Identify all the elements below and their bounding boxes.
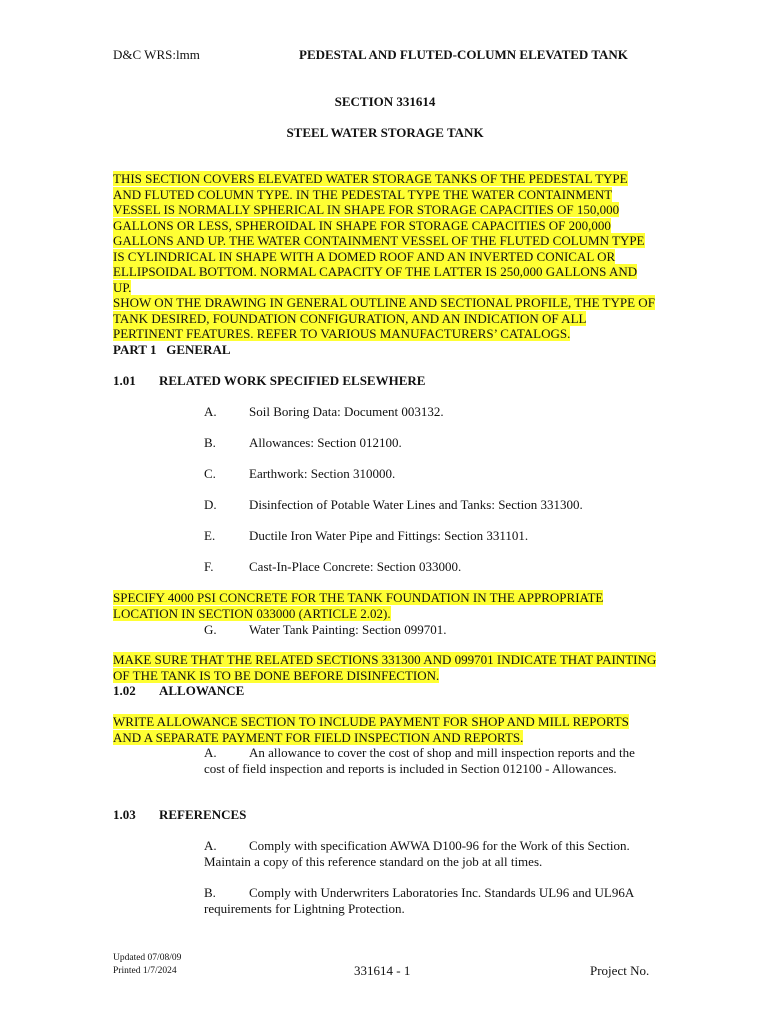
item-text: Comply with Underwriters Laboratories Inc. Standards UL96 and UL96A requirements for Lightning Protection. (204, 885, 634, 916)
item-text: Comply with specification AWWA D100-96 for the Work of this Section. Maintain a copy of this reference standard on the job at all times. (204, 838, 630, 869)
project-number: Project No. (590, 963, 650, 978)
editor-note-allowance (113, 714, 658, 745)
article-number-1-02: 1.02 (113, 683, 136, 698)
part-title: GENERAL (166, 342, 231, 357)
list-item (204, 622, 446, 637)
item-text: Soil Boring Data: Document 003132. (249, 404, 444, 419)
item-label: A. (204, 745, 217, 760)
list-item (204, 559, 461, 574)
paragraph-1-03-b (204, 885, 634, 916)
editor-note-concrete-text: SPECIFY 4000 PSI CONCRETE FOR THE TANK FOUNDATION IN THE APPROPRIATE LOCATION IN SECTION 033000 (ARTICLE 2.02). (113, 590, 604, 621)
item-text: Water Tank Painting: Section 099701. (249, 622, 447, 637)
list-item (204, 528, 528, 543)
header-left: D&C WRS:lmm (113, 47, 200, 62)
item-label: F. (204, 559, 214, 574)
item-label: G. (204, 622, 217, 637)
editor-note-intro-1: THIS SECTION COVERS ELEVATED WATER STORAGE TANKS OF THE PEDESTAL TYPE AND FLUTED COLUMN TYPE. IN THE PEDESTAL TYPE THE WATER CONTAINMENT VESSEL IS NORMALLY SPHERICAL IN SHAPE FOR STORAGE CAPACITIES OF 150,000 GALLONS OR LESS, SPHEROIDAL IN SHAPE FOR STORAGE CAPACITIES OF 200,000 GALLONS AND UP. THE WATER CONTAINMENT VESSEL OF THE FLUTED COLUMN TYPE IS CYLINDRICAL IN SHAPE WITH A DOMED ROOF AND AN INVERTED CONICAL OR ELLIPSOIDAL BOTTOM. NORMAL CAPACITY OF THE LATTER IS 250,000 GALLONS AND UP. (113, 171, 645, 295)
editor-note-painting-text: MAKE SURE THAT THE RELATED SECTIONS 331300 AND 099701 INDICATE THAT PAINTING OF THE TANK IS TO BE DONE BEFORE DISINFECTION. (113, 652, 657, 683)
article-number-1-03: 1.03 (113, 807, 136, 822)
header-title: PEDESTAL AND FLUTED-COLUMN ELEVATED TANK (299, 47, 628, 62)
editor-note-allowance-text: WRITE ALLOWANCE SECTION TO INCLUDE PAYMENT FOR SHOP AND MILL REPORTS AND A SEPARATE PAYMENT FOR FIELD INSPECTION AND REPORTS. (113, 714, 629, 745)
item-label: D. (204, 497, 217, 512)
list-item (204, 435, 402, 450)
article-title-1-01: RELATED WORK SPECIFIED ELSEWHERE (159, 373, 426, 388)
editor-note-painting (113, 652, 658, 683)
footer-printed: Printed 1/7/2024 (113, 966, 177, 976)
item-label: C. (204, 466, 216, 481)
section-title: STEEL WATER STORAGE TANK (286, 125, 484, 140)
item-text: Allowances: Section 012100. (249, 435, 402, 450)
list-item (204, 497, 583, 512)
item-label: E. (204, 528, 216, 543)
footer-updated: Updated 07/08/09 (113, 953, 182, 963)
editor-note-intro (113, 171, 658, 342)
editor-note-intro-2: SHOW ON THE DRAWING IN GENERAL OUTLINE AND SECTIONAL PROFILE, THE TYPE OF TANK DESIRED, FOUNDATION CONFIGURATION, AND AN INDICATION OF ALL PERTINENT FEATURES. REFER TO VARIOUS MANUFACTURERS’ CATALOGS. (113, 295, 655, 341)
item-text: Ductile Iron Water Pipe and Fittings: Section 331101. (249, 528, 529, 543)
list-item (204, 466, 395, 481)
article-title-1-02: ALLOWANCE (159, 683, 245, 698)
part-number: PART 1 (113, 342, 157, 357)
item-label: B. (204, 435, 216, 450)
item-label: B. (204, 885, 216, 900)
article-title-1-03: REFERENCES (159, 807, 247, 822)
article-number-1-01: 1.01 (113, 373, 136, 388)
paragraph-1-02-a (204, 745, 654, 776)
item-label: A. (204, 838, 217, 853)
item-label: A. (204, 404, 217, 419)
paragraph-1-03-a (204, 838, 634, 869)
item-text: An allowance to cover the cost of shop and mill inspection reports and the cost of field inspection and reports is included in Section 012100 - Allowances. (204, 745, 635, 776)
item-text: Cast-In-Place Concrete: Section 033000. (249, 559, 462, 574)
page-number: 331614 - 1 (354, 963, 411, 978)
list-item (204, 404, 444, 419)
part-heading (113, 342, 231, 357)
item-text: Disinfection of Potable Water Lines and Tanks: Section 331300. (249, 497, 583, 512)
editor-note-concrete (113, 590, 658, 621)
section-number: SECTION 331614 (334, 94, 436, 109)
item-text: Earthwork: Section 310000. (249, 466, 396, 481)
